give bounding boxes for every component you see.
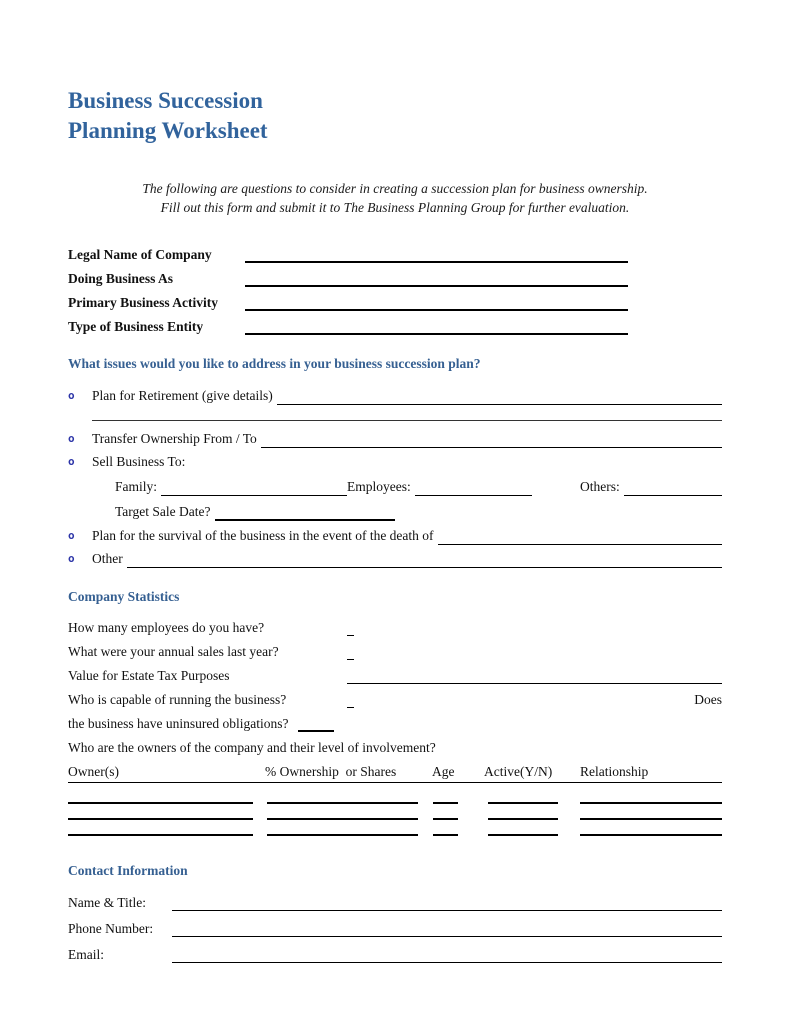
sell-business-label: Sell Business To: [92, 454, 186, 469]
issues-bullet-list [68, 387, 722, 568]
others-field [580, 478, 722, 496]
age-input-line[interactable] [433, 816, 458, 820]
owners-question-row [68, 738, 722, 756]
relationship-input-line[interactable] [580, 816, 722, 820]
owners-table-rows [68, 790, 722, 838]
entity-type-label: Type of Business Entity [68, 319, 204, 334]
intro-line-2: Fill out this form and submit it to The Business Planning Group for further evaluation. [160, 200, 630, 215]
bullet-survival-plan [68, 527, 722, 545]
entity-type-input-line[interactable] [245, 319, 628, 335]
relationship-input-line[interactable] [580, 832, 722, 836]
does-continuation-word: Does [694, 692, 722, 707]
other-input-line[interactable] [127, 553, 722, 568]
employees-count-row [68, 618, 722, 636]
intro-line-1: The following are questions to consider in creating a succession plan for business ownership. [142, 181, 648, 196]
active-column-header: Active(Y/N) [484, 764, 553, 779]
age-input-line[interactable] [433, 800, 458, 804]
capable-runner-input-line[interactable] [347, 695, 354, 708]
uninsured-obligations-label: the business have uninsured obligations? [68, 716, 289, 731]
email-label: Email: [68, 947, 104, 962]
legal-name-label: Legal Name of Company [68, 247, 212, 262]
age-input-line[interactable] [433, 832, 458, 836]
bullet-transfer-ownership [68, 430, 722, 448]
family-field [115, 478, 347, 496]
target-sale-date-row [115, 503, 722, 521]
page-title [68, 86, 722, 146]
capable-runner-label: Who is capable of running the business? [68, 692, 287, 707]
phone-number-input-line[interactable] [172, 921, 722, 937]
title-line-1: Business Succession [68, 88, 263, 113]
uninsured-obligations-input-line[interactable] [298, 718, 334, 732]
primary-activity-label: Primary Business Activity [68, 295, 218, 310]
bullet-marker-icon: o [68, 552, 75, 565]
email-row [68, 944, 722, 963]
statistics-section-heading: Company Statistics [68, 589, 180, 604]
active-input-line[interactable] [488, 832, 558, 836]
field-row-entity-type [68, 318, 722, 335]
statistics-section [68, 618, 722, 838]
name-title-input-line[interactable] [172, 895, 722, 911]
email-input-line[interactable] [172, 947, 722, 963]
survival-plan-label: Plan for the survival of the business in the event of the death of [92, 528, 434, 543]
family-label: Family: [115, 479, 158, 494]
age-column-header: Age [432, 764, 455, 779]
phone-number-row [68, 918, 722, 937]
capable-runner-row [68, 690, 722, 708]
others-label: Others: [580, 479, 620, 494]
plan-retirement-label: Plan for Retirement (give details) [92, 388, 273, 403]
relationship-input-line[interactable] [580, 800, 722, 804]
uninsured-obligations-row [68, 714, 722, 732]
estate-tax-value-row [68, 666, 722, 684]
employees-count-label: How many employees do you have? [68, 620, 265, 635]
bullet-sell-business [68, 453, 722, 471]
table-row [68, 806, 722, 822]
bullet-marker-icon: o [68, 455, 75, 468]
owner-input-line[interactable] [68, 800, 253, 804]
owner-column-header: Owner(s) [68, 764, 119, 779]
plan-retirement-input-line[interactable] [277, 390, 722, 405]
ownership-input-line[interactable] [267, 816, 418, 820]
transfer-ownership-input-line[interactable] [261, 433, 722, 448]
title-line-2: Planning Worksheet [68, 118, 268, 143]
survival-plan-input-line[interactable] [438, 530, 722, 545]
name-title-row [68, 892, 722, 911]
owners-question-label: Who are the owners of the company and their level of involvement? [68, 740, 436, 755]
bullet-marker-icon: o [68, 432, 75, 445]
ownership-input-line[interactable] [267, 800, 418, 804]
doing-business-as-label: Doing Business As [68, 271, 174, 286]
ownership-input-line[interactable] [267, 832, 418, 836]
plan-retirement-continuation-line[interactable] [92, 419, 722, 421]
others-input-line[interactable] [624, 481, 722, 496]
owner-input-line[interactable] [68, 832, 253, 836]
legal-name-input-line[interactable] [245, 247, 628, 263]
doing-business-as-input-line[interactable] [245, 271, 628, 287]
intro-text [68, 179, 722, 217]
table-row [68, 822, 722, 838]
company-fields [68, 246, 722, 335]
employees-field [347, 478, 532, 496]
issues-section-heading: What issues would you like to address in your business succession plan? [68, 356, 481, 371]
family-input-line[interactable] [161, 481, 347, 496]
target-sale-date-label: Target Sale Date? [115, 504, 211, 519]
employees-count-input-line[interactable] [347, 623, 354, 636]
field-row-primary-activity [68, 294, 722, 311]
field-row-doing-business-as [68, 270, 722, 287]
owners-table-header [68, 762, 722, 783]
relationship-column-header: Relationship [580, 764, 649, 779]
field-row-legal-name [68, 246, 722, 263]
sell-business-targets-row [115, 478, 722, 496]
employees-label: Employees: [347, 479, 411, 494]
transfer-ownership-label: Transfer Ownership From / To [92, 431, 257, 446]
name-title-label: Name & Title: [68, 895, 147, 910]
annual-sales-label: What were your annual sales last year? [68, 644, 279, 659]
bullet-marker-icon: o [68, 529, 75, 542]
bullet-plan-for-retirement [68, 387, 722, 405]
target-sale-date-input-line[interactable] [215, 505, 395, 521]
annual-sales-row [68, 642, 722, 660]
table-row [68, 790, 722, 806]
annual-sales-input-line[interactable] [347, 647, 354, 660]
bullet-marker-icon: o [68, 389, 75, 402]
ownership-column-header: % Ownership or Shares [265, 764, 397, 779]
contact-section-heading: Contact Information [68, 863, 188, 878]
contact-section [68, 892, 722, 963]
owner-input-line[interactable] [68, 816, 253, 820]
estate-tax-value-label: Value for Estate Tax Purposes [68, 668, 230, 683]
employees-input-line[interactable] [415, 481, 532, 496]
bullet-other [68, 550, 722, 568]
estate-tax-value-input-line[interactable] [347, 669, 722, 684]
other-label: Other [92, 551, 123, 566]
active-input-line[interactable] [488, 816, 558, 820]
primary-activity-input-line[interactable] [245, 295, 628, 311]
active-input-line[interactable] [488, 800, 558, 804]
phone-number-label: Phone Number: [68, 921, 154, 936]
